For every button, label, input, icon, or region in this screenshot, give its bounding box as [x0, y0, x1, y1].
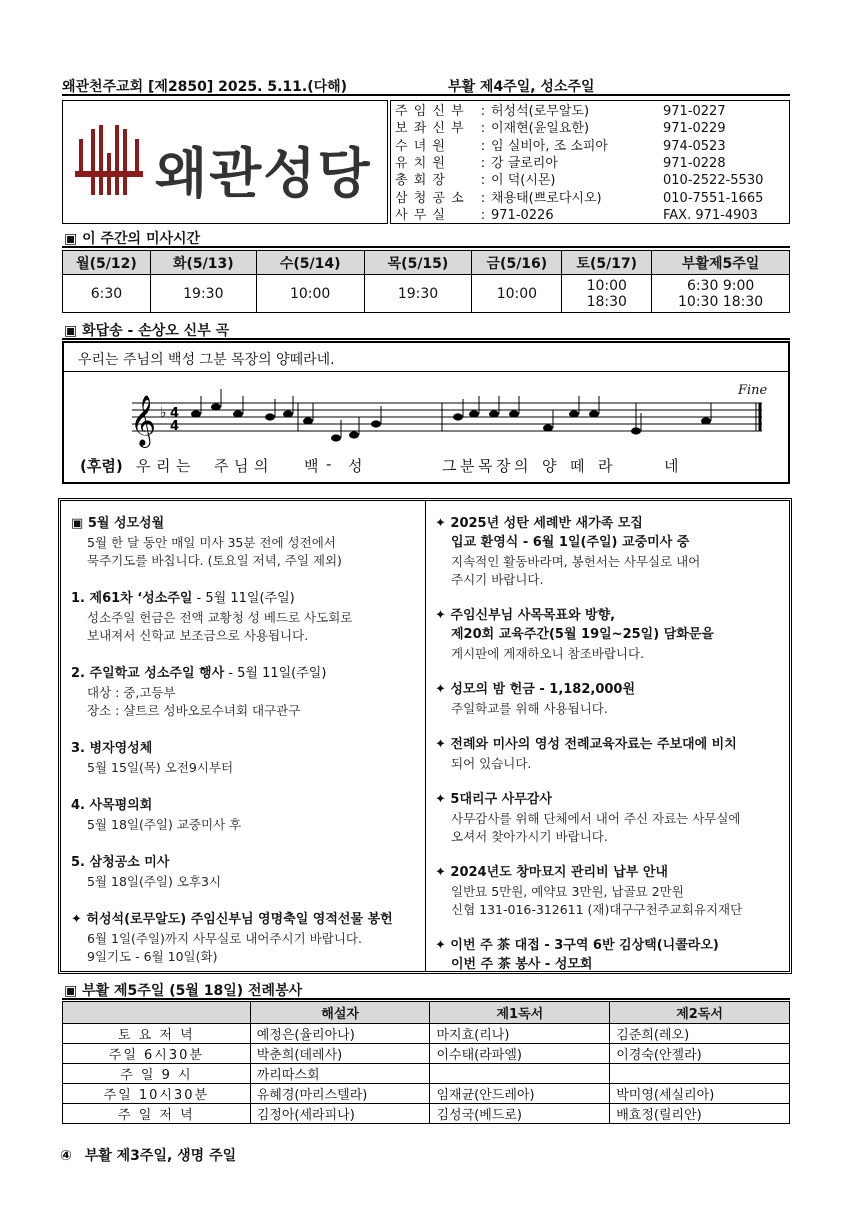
divider: [64, 371, 788, 372]
lyric-syllable: 주: [214, 457, 229, 475]
staff-name: 강 글로리아: [491, 155, 558, 171]
announcement-heading: 허성석(로무알도) 주임신부님 영명축일 영적선물 봉헌: [86, 912, 393, 927]
service-time-label: 주일 6시30분: [63, 1044, 251, 1064]
note-head: [543, 424, 553, 431]
staff-phone: 010-2522-5530: [663, 173, 764, 189]
lyric-syllable: 떼: [570, 457, 585, 475]
announcement-heading: 이번 주 茶 대접 - 3구역 6반 김상택(니콜라오): [450, 938, 719, 953]
mass-time: 10:00: [496, 285, 538, 302]
note-head: [265, 413, 275, 420]
note-head: [303, 417, 313, 424]
mass-day-header: 화(5/13): [150, 251, 256, 275]
service-row: [63, 1084, 790, 1104]
service-person: 박춘희(데레사): [250, 1044, 430, 1064]
service-row: [63, 1044, 790, 1064]
staff-directory: [390, 100, 790, 224]
column-divider: [425, 501, 426, 971]
section-rule: [62, 246, 790, 248]
announcement-text: 신협 131-016-312611 (재)대구구천주교회유지재단: [451, 902, 743, 917]
announcement-heading: 주임신부님 사목목표와 방향,: [450, 608, 616, 623]
lyric-syllable: 의: [254, 457, 269, 475]
colon: :: [480, 155, 486, 171]
mass-time: 10:00: [289, 285, 331, 302]
mass-time: 6:30: [90, 285, 123, 302]
staff-row: [395, 155, 726, 172]
announcement-title: [435, 515, 643, 533]
colon: :: [480, 173, 486, 189]
announcement-heading: 성모의 밤 헌금 - 1,182,000원: [450, 682, 636, 697]
announcement-text: 5월 15일(목) 오전9시부터: [87, 760, 234, 775]
staff-row: [395, 172, 763, 189]
announcement-text: 장소 : 샬트르 성바오로수녀회 대구관구: [87, 703, 301, 718]
staff-row: [395, 190, 763, 207]
service-person: 김준희(레오): [610, 1024, 790, 1044]
mass-time: 18:30: [586, 293, 627, 310]
note-head: [489, 410, 499, 417]
star-bullet-icon: ✦: [71, 912, 87, 927]
service-row: [63, 1064, 790, 1084]
announcement-heading: 3. 병자영성체: [71, 741, 153, 756]
service-person: 까리따스회: [250, 1064, 430, 1084]
colon: :: [480, 207, 486, 223]
announcement-date: - 5월 11일(주일): [224, 666, 327, 681]
service-header-row: [63, 1002, 790, 1024]
service-person: 박미영(세실리아): [610, 1084, 790, 1104]
announcement-title: [435, 736, 737, 754]
note-head: [509, 410, 519, 417]
announcement-text: 6월 1일(주일)까지 사무실로 내어주시기 바랍니다.: [87, 931, 362, 946]
star-bullet-icon: ✦: [435, 792, 451, 807]
service-column-header: 해설자: [250, 1002, 430, 1024]
announcement-title: [435, 864, 668, 882]
colon: :: [480, 121, 486, 137]
note-head: [211, 403, 221, 410]
service-person: 임재균(안드레아): [430, 1084, 610, 1104]
square-bullet-icon: ▣: [64, 231, 83, 247]
announcement-title: [71, 590, 295, 608]
staff-role: 유 치 원: [395, 155, 446, 171]
lyric-syllable: -: [326, 455, 332, 473]
star-bullet-icon: ✦: [435, 938, 451, 953]
service-person: 마지효(리나): [430, 1024, 610, 1044]
lyric-syllable: 라: [598, 457, 613, 475]
mass-time: 19:30: [183, 285, 224, 302]
time-signature-icon: 4: [170, 419, 180, 434]
lyric-syllable: 는: [176, 457, 191, 475]
service-person: 김성국(베드로): [430, 1104, 610, 1124]
note-head: [349, 431, 359, 438]
staff-phone: 974-0523: [663, 138, 726, 154]
service-section-heading: ▣ 부활 제5주일 (5월 18일) 전례봉사: [64, 983, 303, 999]
announcement-text: 성소주일 헌금은 전액 교황청 성 베드로 사도회로: [87, 610, 353, 625]
staff-name: 971-0226: [491, 207, 554, 223]
announcement-title: [435, 681, 635, 699]
mass-time: 10:30 18:30: [678, 293, 764, 310]
lyric-syllable: 양: [542, 457, 557, 475]
service-column-header: 제1독서: [430, 1002, 610, 1024]
section-rule: [62, 338, 790, 340]
service-column-header: [63, 1002, 251, 1024]
note-head: [331, 434, 341, 441]
service-time-label: 주 일 9 시: [63, 1064, 251, 1084]
announcement-heading: 2024년도 창마묘지 관리비 납부 안내: [450, 865, 668, 880]
psalm-response-panel: [62, 341, 790, 484]
liturgy-service-table: [62, 1001, 790, 1124]
staff-phone: 971-0228: [663, 155, 726, 171]
announcement-subheading: 입교 환영식 - 6월 1일(주일) 교중미사 중: [451, 535, 690, 550]
text-marker: ▣: [71, 516, 88, 531]
bulletin-sunday-title: 부활 제4주일, 성소주일: [448, 79, 595, 95]
staff-role: 사 무 실: [395, 207, 446, 223]
treble-clef-icon: 𝄞: [130, 395, 157, 446]
mass-time-cell: [63, 275, 151, 313]
service-time-label: 주 일 저 녁: [63, 1104, 251, 1124]
service-person: 예정은(율리아나): [250, 1024, 430, 1044]
star-bullet-icon: ✦: [435, 608, 451, 623]
page-number: ④: [60, 1148, 72, 1164]
staff-phone: 971-0229: [663, 121, 726, 137]
announcement-title: [71, 515, 164, 533]
note-head: [701, 417, 711, 424]
bulletin-issue-info: 왜관천주교회 [제2850] 2025. 5.11.(다해): [62, 79, 348, 95]
note-head: [371, 420, 381, 427]
service-person: 이수태(라파엘): [430, 1044, 610, 1064]
section-rule: [62, 998, 790, 1000]
announcement-text: 지속적인 활동바라며, 봉헌서는 사무실로 내어: [451, 554, 701, 569]
service-person: 배효정(릴리안): [610, 1104, 790, 1124]
mass-times-table: [62, 250, 790, 313]
announcements-panel: [58, 498, 792, 974]
mass-time-cell: [256, 275, 364, 313]
staff-name: 채용태(쁘로다시오): [491, 190, 602, 206]
service-row: [63, 1024, 790, 1044]
mass-day-header: 토(5/17): [562, 251, 652, 275]
lyric-syllable: 목: [478, 457, 493, 475]
note-head: [233, 410, 243, 417]
staff-role: 보 좌 신 부: [395, 121, 465, 137]
mass-day-header: 금(5/16): [472, 251, 562, 275]
staff-row: [395, 120, 726, 137]
mass-day-header: 수(5/14): [256, 251, 364, 275]
lyric-syllable: 네: [664, 457, 679, 475]
service-time-label: 토 요 저 녁: [63, 1024, 251, 1044]
announcement-title: [435, 937, 719, 955]
service-person: 김정아(세라피나): [250, 1104, 430, 1124]
mass-time-cell: [652, 275, 790, 313]
flat-sign-icon: ♭: [160, 405, 167, 421]
church-organ-logo-icon: [69, 123, 149, 203]
announcement-text: 5월 18일(주일) 교중미사 후: [87, 817, 242, 832]
colon: :: [480, 190, 486, 206]
announcement-heading: 2025년 성탄 세례반 새가족 모집: [450, 516, 643, 531]
announcement-title: [435, 791, 552, 809]
mass-time-cell: [150, 275, 256, 313]
psalm-lyrics: 우리는 주님의 백성 그분 목장의 양떼라네.: [78, 352, 335, 368]
fine-marking: Fine: [738, 383, 768, 398]
announcement-text: 주시기 바랍니다.: [451, 572, 544, 587]
announcement-title: [71, 797, 152, 815]
staff-row: [395, 138, 726, 155]
staff-phone: FAX. 971-4903: [663, 207, 758, 223]
announcement-text: 5월 18일(주일) 오후3시: [87, 874, 222, 889]
announcement-subheading: 이번 주 茶 봉사 - 성모회: [451, 957, 593, 972]
announcement-date: - 5월 11일(주일): [192, 591, 295, 606]
lyric-syllable: 우: [136, 457, 151, 475]
announcement-title: [435, 607, 615, 625]
staff-row: [395, 207, 758, 224]
staff-name: 임 실비아, 조 소피아: [491, 138, 608, 154]
lyric-syllable: 장: [496, 457, 511, 475]
staff-name: 이재현(윤일요한): [491, 121, 590, 137]
song-section-heading: ▣ 화답송 - 손상오 신부 곡: [64, 323, 230, 339]
music-staff: [74, 383, 774, 459]
staff-row: [395, 103, 726, 120]
staff-name: 허성석(로무알도): [491, 104, 590, 119]
lyric-syllable: 그: [442, 457, 457, 475]
announcement-title: [71, 740, 152, 758]
staff-role: 주 임 신 부: [395, 104, 465, 119]
service-person: [430, 1064, 610, 1084]
announcement-text: 5월 한 달 동안 매일 미사 35분 전에 성전에서: [87, 535, 336, 550]
announcement-text: 대상 : 중,고등부: [87, 685, 176, 700]
note-head: [191, 410, 201, 417]
mass-day-header: 목(5/15): [364, 251, 472, 275]
announcement-text: 오셔서 찾아가시기 바랍니다.: [451, 829, 608, 844]
mass-time: 10:00: [586, 277, 627, 294]
lyric-syllable: 성: [348, 457, 363, 475]
mass-day-header: 부활제5주일: [652, 251, 790, 275]
staff-role: 삼 청 공 소: [395, 190, 465, 206]
time-signature-icon: 4: [170, 406, 180, 421]
colon: :: [480, 138, 486, 154]
staff-name: 이 덕(시몬): [491, 173, 556, 189]
service-column-header: 제2독서: [610, 1002, 790, 1024]
announcement-title: [71, 665, 326, 683]
announcement-heading: 2. 주일학교 성소주일 행사: [71, 666, 225, 681]
mass-day-header: 월(5/12): [63, 251, 151, 275]
service-row: [63, 1104, 790, 1124]
colon: :: [480, 104, 486, 119]
staff-role: 수 녀 원: [395, 138, 446, 154]
mass-time: 6:30 9:00: [686, 277, 755, 294]
announcement-text: 9일기도 - 6월 10일(화): [87, 949, 218, 964]
announcement-text: 되어 있습니다.: [451, 756, 532, 771]
page-footer: [60, 1145, 236, 1165]
announcement-text: 묵주기도를 바칩니다. (토요일 저녁, 주일 제외): [87, 553, 342, 568]
refrain-label: (후렴): [80, 457, 123, 475]
mass-time-cell: [364, 275, 472, 313]
lyric-syllable: 의: [514, 457, 529, 475]
lyric-syllable: 님: [234, 457, 249, 475]
announcement-heading: 5월 성모성월: [87, 516, 165, 531]
star-bullet-icon: ✦: [435, 865, 451, 880]
announcement-heading: 5대리구 사무감사: [450, 792, 552, 807]
note-head: [283, 410, 293, 417]
note-head: [453, 413, 463, 420]
announcement-heading: 전례와 미사의 영성 전례교육자료는 주보대에 비치: [450, 737, 737, 752]
note-head: [631, 427, 641, 434]
mass-section-heading: ▣ 이 주간의 미사시간: [64, 231, 201, 247]
lyric-syllable: 분: [460, 457, 475, 475]
square-bullet-icon: ▣: [64, 983, 83, 999]
announcement-title: [71, 854, 169, 872]
announcement-heading: 1. 제61차 ‘성소주일: [71, 591, 193, 606]
announcement-text: 사무감사를 위해 단체에서 내어 주신 자료는 사무실에: [451, 811, 741, 826]
service-time-label: 주일 10시30분: [63, 1084, 251, 1104]
next-sunday-title: 부활 제3주일, 생명 주일: [84, 1148, 237, 1164]
announcement-text: 주일학교를 위해 사용됩니다.: [451, 701, 608, 716]
header-rule: [62, 94, 790, 96]
square-bullet-icon: ▣: [64, 323, 83, 339]
announcement-text: 일반묘 5만원, 예약묘 3만원, 납골묘 2만원: [451, 884, 684, 899]
announcement-text: 보내져서 신학교 보조금으로 사용됩니다.: [87, 628, 309, 643]
staff-phone: 971-0227: [663, 104, 726, 119]
mass-time: 19:30: [397, 285, 439, 302]
logo-panel: [62, 100, 388, 224]
note-head: [469, 410, 479, 417]
mass-time-cell: [562, 275, 652, 313]
parish-name: 왜관성당: [155, 142, 372, 205]
announcement-subheading: 제20회 교육주간(5월 19일~25일) 담화문을: [451, 627, 714, 642]
star-bullet-icon: ✦: [435, 737, 451, 752]
star-bullet-icon: ✦: [435, 682, 451, 697]
note-head: [569, 410, 579, 417]
service-person: 이경숙(안젤라): [610, 1044, 790, 1064]
service-person: 유혜경(마리스텔라): [250, 1084, 430, 1104]
lyric-syllable: 백: [304, 457, 319, 475]
staff-role: 총 회 장: [395, 173, 446, 189]
staff-phone: 010-7551-1665: [663, 190, 764, 206]
announcement-title: [71, 911, 393, 929]
lyric-syllable: 리: [156, 457, 171, 475]
announcement-heading: 5. 삼청공소 미사: [71, 855, 170, 870]
star-bullet-icon: ✦: [435, 516, 451, 531]
announcement-heading: 4. 사목평의회: [71, 798, 153, 813]
service-person: [610, 1064, 790, 1084]
mass-time-cell: [472, 275, 562, 313]
announcement-text: 게시판에 게재하오니 참조바랍니다.: [451, 646, 645, 661]
note-head: [589, 410, 599, 417]
